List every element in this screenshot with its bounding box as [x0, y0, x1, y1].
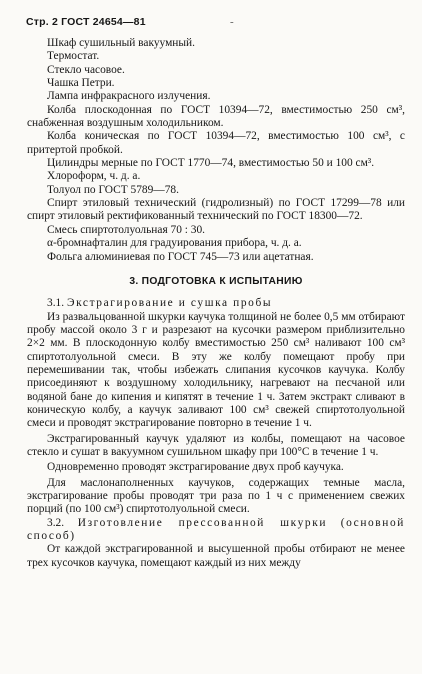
paragraph: Из развальцованной шкурки каучука толщиной не более 0,5 мм отбирают пробу массой около 3 г и разрезают на кусочки размером приблизительно 2×2 мм. В плоскодонную колбу вместимостью 250 см³ наливают 100 см³ спиртотолуольной смеси. В эту же колбу помещают пробу при перемешивании так, чтобы избежать слипания кусочков каучука. Колбу присоединяют к воздушному холодильнику, нагревают на песчаной или водяной бане до кипения и кипятят в течение 1 ч. Затем экстракт сливают в коническую колбу, а каучук заливают 100 см³ свежей спиртотолуольной смеси и проводят экстрагирование повторно в течение 1 ч. — [27, 310, 405, 430]
subsection-heading-3-2 — [27, 517, 405, 544]
equipment-item: Стекло часовое. — [47, 63, 125, 76]
equipment-item: Термостат. — [47, 50, 100, 63]
paragraph: Экстрагированный каучук удаляют из колбы, помещают на часовое стекло и сушат в вакуумном сушильном шкафу при 100°С в течение 1 ч. — [27, 432, 405, 458]
subsection-title: Экстрагирование и сушка пробы — [66, 297, 273, 310]
subsection-number: 3.1. — [47, 297, 65, 310]
equipment-item: Чашка Петри. — [47, 77, 115, 90]
equipment-item: α-бромнафталин для градуирования прибора, ч. д. а. — [47, 237, 302, 250]
paragraph: Одновременно проводят экстрагирование двух проб каучука. — [47, 461, 344, 474]
equipment-item: Колба коническая по ГОСТ 10394—72, вместимостью 100 см³, с притертой пробкой. — [27, 130, 405, 156]
equipment-item: Спирт этиловый технический (гидролизный) по ГОСТ 17299—78 или спирт этиловый ректификованный технический по ГОСТ 18300—72. — [27, 197, 405, 223]
section-title: 3. ПОДГОТОВКА К ИСПЫТАНИЮ — [129, 275, 303, 287]
equipment-item: Фольга алюминиевая по ГОСТ 745—73 или ацетатная. — [47, 250, 314, 263]
equipment-item: Колба плоскодонная по ГОСТ 10394—72, вместимостью 250 см³, снабженная воздушным холодильником. — [27, 103, 405, 130]
equipment-item: Цилиндры мерные по ГОСТ 1770—74, вместимостью 50 и 100 см³. — [47, 157, 375, 170]
document-body — [27, 37, 405, 570]
subsection-note: (основной способ) — [27, 516, 405, 543]
subsection-heading-3-1 — [27, 297, 405, 310]
equipment-item: Шкаф сушильный вакуумный. — [47, 37, 195, 49]
equipment-item: Хлороформ, ч. д. а. — [47, 170, 141, 183]
subsection-number: 3.2. — [47, 516, 65, 529]
paragraph: От каждой экстрагированной и высушенной пробы отбирают не менее трех кусочков каучука, помещают каждый из них между — [27, 543, 405, 569]
equipment-item: Толуол по ГОСТ 5789—78. — [47, 183, 179, 196]
equipment-item: Лампа инфракрасного излучения. — [47, 90, 211, 103]
equipment-item: Смесь спиртотолуольная 70 : 30. — [47, 223, 206, 236]
subsection-title: Изготовление прессованной шкурки — [77, 516, 328, 529]
page-header: Стр. 2 ГОСТ 24654—81 — [26, 16, 146, 28]
paragraph: Для маслонаполненных каучуков, содержащих темные масла, экстрагирование пробы проводят три раза по 1 ч с применением свежих порций (по 100 см³) спиртотолуольной смеси. — [27, 476, 405, 516]
scan-mark: - — [230, 16, 234, 28]
